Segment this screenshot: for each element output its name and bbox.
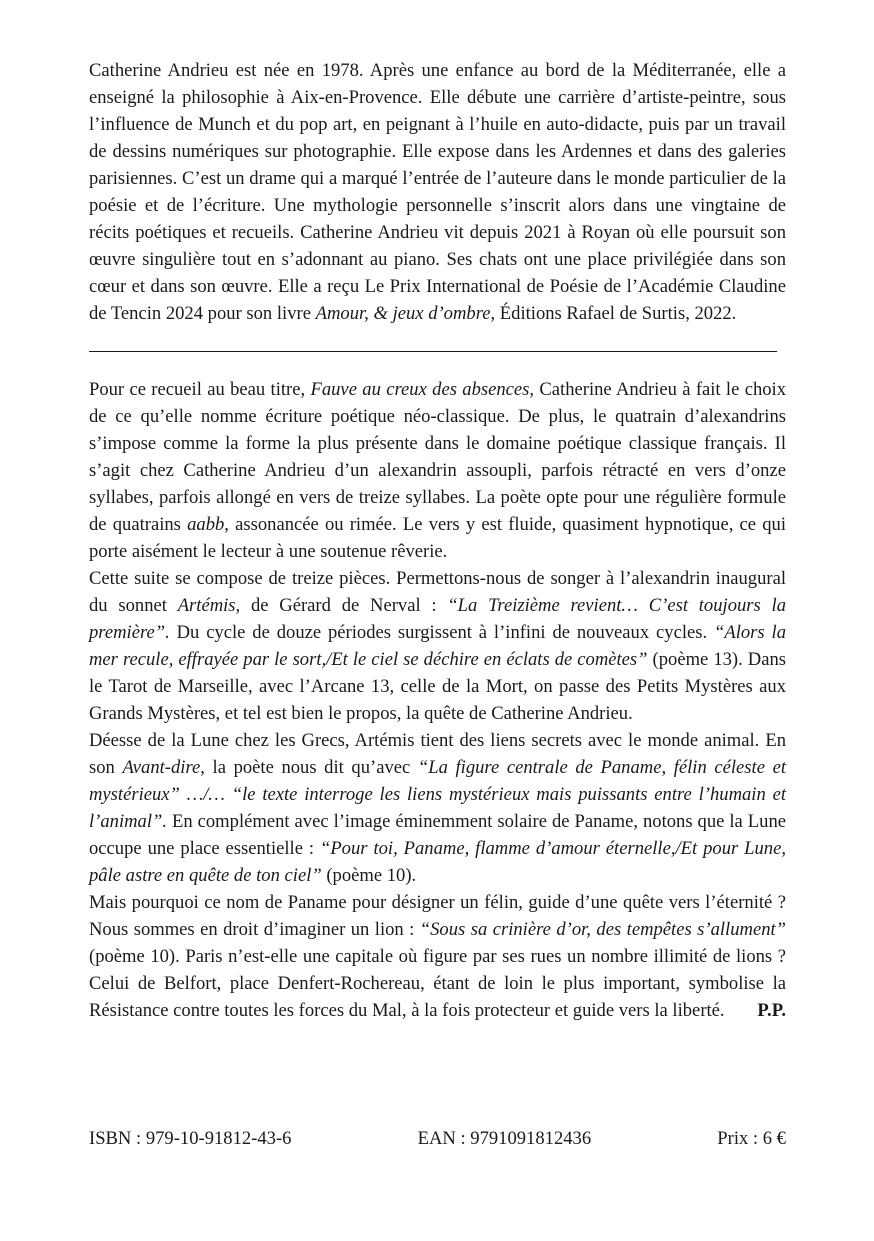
collection-title: Fauve au creux des absences: [310, 379, 530, 400]
foreword-title: Avant-dire: [122, 757, 201, 778]
separator-line: [89, 351, 777, 352]
signature: P.P.: [757, 1000, 786, 1021]
review-paragraph-2: Cette suite se compose de treize pièces. Permettons-nous de songer à l’alexandrin inaugural du sonnet Artémis, de Gérard de Nerval : “La Treizième revient… C’est toujours la première”. Du cycle de douze périodes surgissent à l’infini de nouveaux cycles. “Alors la mer recule, effrayée par le sort,/Et le ciel se déchire en éclats de comètes” (poème 13). Dans le Tarot de Marseille, avec l’Arcane 13, celle de la Mort, on passe des Petits Mystères aux Grands Mystères, et tel est bien le propos, la quête de Catherine Andrieu.: [89, 568, 786, 724]
quote: “Pour toi, Paname, flamme d’amour éternelle,/Et pour Lune, pâle astre en quête de ton ciel”: [89, 838, 786, 886]
ean: EAN : 9791091812436: [417, 1128, 592, 1149]
quote: “Sous sa crinière d’or, des tempêtes s’allument”: [419, 919, 786, 940]
quote: “La figure centrale de Paname, félin céleste et mystérieux” …/… “le texte interroge les liens mystérieux mais puissants entre l’humain et l’animal”.: [89, 757, 786, 832]
author-bio: [89, 57, 786, 327]
review-paragraph-4: Mais pourquoi ce nom de Paname pour désigner un félin, guide d’une quête vers l’éternité ? Nous sommes en droit d’imaginer un lion : “Sous sa crinière d’or, des tempêtes s’allument” (poème 10). Paris n’est-elle une capitale où figure par ses rues un nombre illimité de lions ? Celui de Belfort, place Denfert-Rochereau, étant de loin le plus important, symbolise la Résistance contre toutes les forces du Mal, à la fois protecteur et guide vers la liberté. P.P.: [89, 889, 786, 1024]
bio-book-title: Amour, & jeux d’ombre: [315, 303, 491, 324]
sonnet-title: Artémis: [177, 595, 236, 616]
review-paragraph-1: Pour ce recueil au beau titre, Fauve au creux des absences, Catherine Andrieu à fait le choix de ce qu’elle nomme écriture poétique néo-classique. De plus, le quatrain d’alexandrins s’impose comme la forme la plus présente dans le domaine poétique classique français. Il s’agit chez Catherine Andrieu d’un alexandrin assoupli, parfois rétracté en vers d’onze syllabes, parfois allongé en vers de treize syllabes. La poète opte pour une régulière formule de quatrains aabb, assonancée ou rimée. Le vers y est fluide, quasiment hypnotique, ce qui porte aisément le lecteur à une soutenue rêverie.: [89, 379, 786, 562]
rhyme-scheme: aabb: [187, 514, 225, 535]
review-paragraph-3: Déesse de la Lune chez les Grecs, Artémis tient des liens secrets avec le monde animal. En son Avant-dire, la poète nous dit qu’avec “La figure centrale de Paname, félin céleste et mystérieux” …/… “le texte interroge les liens mystérieux mais puissants entre l’humain et l’animal”. En complément avec l’image éminemment solaire de Paname, notons que la Lune occupe une place essentielle : “Pour toi, Paname, flamme d’amour éternelle,/Et pour Lune, pâle astre en quête de ton ciel” (poème 10).: [89, 730, 786, 886]
quote: “Alors la mer recule, effrayée par le sort,/Et le ciel se déchire en éclats de comètes”: [89, 622, 786, 670]
bio-text-end: , Éditions Rafael de Surtis, 2022.: [490, 303, 737, 324]
page-content: [89, 57, 786, 1024]
quote: “La Treizième revient… C’est toujours la première”.: [89, 595, 786, 643]
price: Prix : 6 €: [717, 1128, 786, 1149]
isbn: ISBN : 979-10-91812-43-6: [89, 1128, 292, 1149]
bio-text: Catherine Andrieu est née en 1978. Après une enfance au bord de la Méditerranée, elle a enseigné la philosophie à Aix-en-Provence. Elle débute une carrière d’artiste-peintre, sous l’influence de Munch et du pop art, en peignant à l’huile en auto-didacte, puis par un travail de dessins numériques sur photographie. Elle expose dans les Ardennes et dans des galeries parisiennes. C’est un drame qui a marqué l’entrée de l’auteure dans le monde particulier de la poésie et de l’écriture. Une mythologie personnelle s’inscrit alors dans une vingtaine de récits poétiques et recueils. Catherine Andrieu vit depuis 2021 à Royan où elle poursuit son œuvre singulière tout en s’adonnant au piano. Ses chats ont une place privilégiée dans son cœur et dans son œuvre. Elle a reçu Le Prix International de Poésie de l’Académie Claudine de Tencin 2024 pour son livre: [89, 60, 786, 324]
footer: [89, 1127, 786, 1151]
